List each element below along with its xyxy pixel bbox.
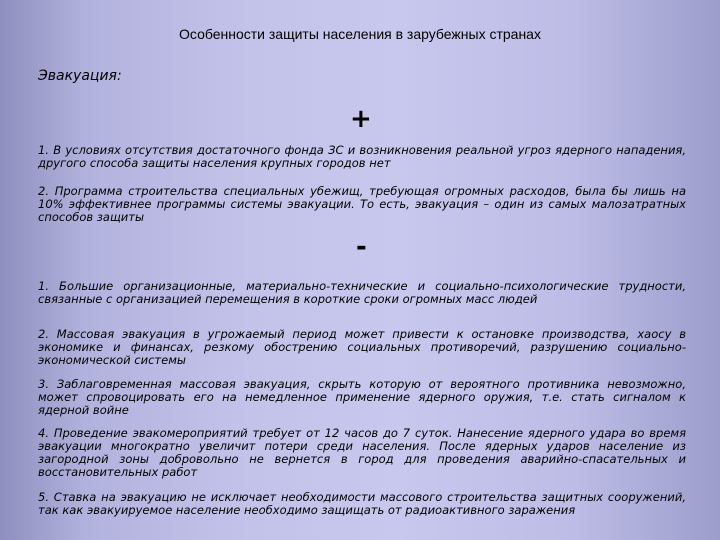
disadvantage-paragraph-1: 1. Большие организационные, материально-технические и социально-психологические трудности, связанные с организацией перемещения в короткие сроки огромных масс людей (38, 279, 686, 306)
disadvantage-paragraph-2: 2. Массовая эвакуация в угрожаемый период может привести к остановке производства, хаосу в экономике и финансах, резкому обострению социальных противоречий, разрушению социально-экономической системы (38, 327, 686, 367)
section-label-evacuation: Эвакуация: (38, 68, 122, 84)
advantage-paragraph-2: 2. Программа строительства специальных убежищ, требующая огромных расходов, была бы лишь на 10% эффективнее программы системы эвакуации. То есть, эвакуация – один из самых малозатратных способов защиты (38, 184, 686, 224)
disadvantage-paragraph-3: 3. Заблаговременная массовая эвакуация, скрыть которую от вероятного противника невозможно, может спровоцировать его на немедленное применение ядерного оружия, т.е. стать сигналом к ядерной войне (38, 377, 686, 417)
advantage-paragraph-1: 1. В условиях отсутствия достаточного фонда ЗС и возникновения реальной угроз ядерного нападения, другого способа защиты населения крупных городов нет (38, 143, 686, 170)
disadvantages-minus-sign: - (356, 232, 367, 262)
advantages-plus-sign: + (350, 104, 372, 134)
disadvantage-paragraph-5: 5. Ставка на эвакуацию не исключает необходимости массового строительства защитных сооружений, так как эвакуируемое население необходимо защищать от радиоактивного заражения (38, 490, 686, 517)
slide-title: Особенности защиты населения в зарубежных странах (179, 26, 541, 42)
disadvantage-paragraph-4: 4. Проведение эвакомероприятий требует от 12 часов до 7 суток. Нанесение ядерного удара во время эвакуации многократно увеличит потери среди населения. После ядерных ударов население из загородной зоны добровольно не вернется в город для проведения аварийно-спасательных и восстановительных работ (38, 426, 686, 479)
